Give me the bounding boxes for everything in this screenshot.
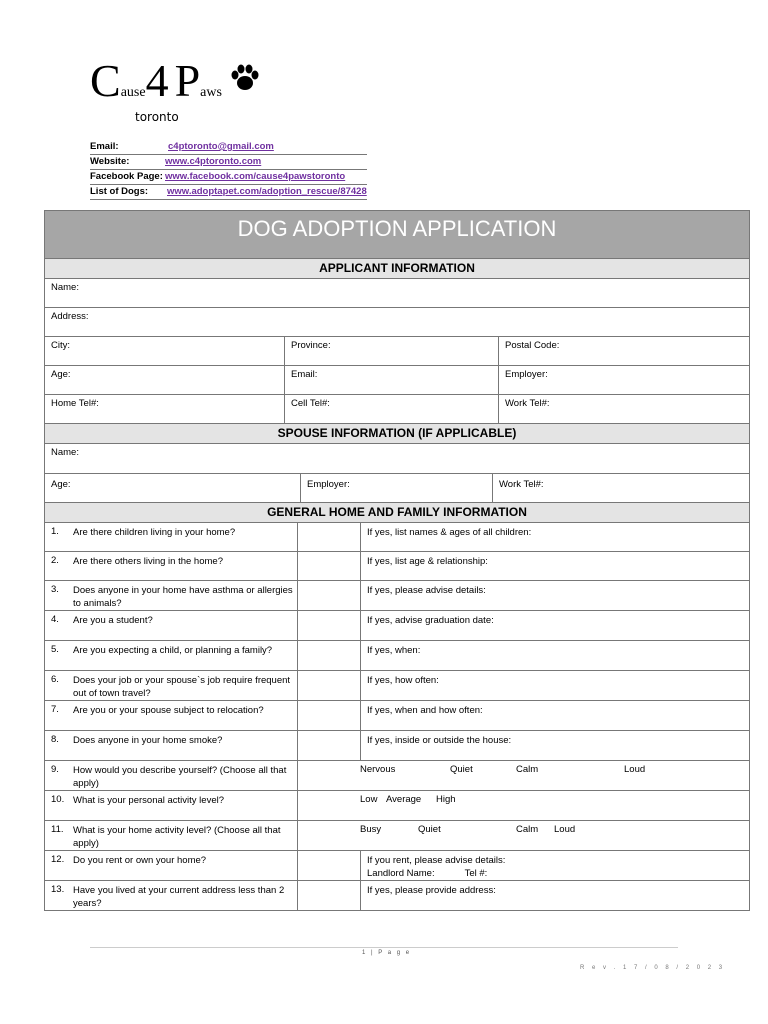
- option-high[interactable]: High: [436, 794, 456, 805]
- option-loud[interactable]: Loud: [624, 764, 646, 775]
- question-row-12: [45, 851, 749, 881]
- option-calm[interactable]: Calm: [516, 824, 539, 835]
- question-row: [45, 731, 749, 761]
- answer-field[interactable]: [298, 671, 361, 700]
- rent-details-label: If you rent, please advise details:: [367, 855, 506, 866]
- email-link[interactable]: c4ptoronto@gmail.com: [168, 141, 274, 152]
- detail-field[interactable]: If yes, advise graduation date:: [367, 615, 494, 626]
- option-calm[interactable]: Calm: [516, 764, 539, 775]
- question-row-13: [45, 881, 749, 911]
- question-row: [45, 701, 749, 731]
- question-number: 5.: [51, 644, 59, 655]
- answer-field[interactable]: [298, 611, 361, 640]
- spouse-age-field[interactable]: Age:: [45, 474, 301, 502]
- tagline: toronto: [135, 110, 179, 124]
- question-text: Does anyone in your home have asthma or allergies to animals?: [65, 581, 298, 610]
- landlord-name-label: Landlord Name:: [367, 868, 435, 879]
- city-field[interactable]: City:: [45, 337, 285, 365]
- home-tel-field[interactable]: Home Tel#:: [45, 395, 285, 423]
- detail-field[interactable]: If yes, please advise details:: [367, 585, 486, 596]
- question-text: Does your job or your spouse`s job require frequent out of town travel?: [65, 671, 298, 700]
- adoption-form: [44, 210, 750, 911]
- detail-field[interactable]: If yes, how often:: [367, 675, 439, 686]
- facebook-label: Facebook Page:: [90, 171, 163, 182]
- applicant-age-field[interactable]: Age:: [45, 366, 285, 394]
- footer-divider: [90, 947, 678, 948]
- dogs-list-label: List of Dogs:: [90, 186, 149, 197]
- question-number: 3.: [51, 584, 59, 595]
- question-text: What is your home activity level? (Choose all that apply): [65, 821, 298, 850]
- contact-block: [90, 140, 367, 200]
- question-text: Have you lived at your current address less than 2 years?: [65, 881, 298, 910]
- option-loud[interactable]: Loud: [554, 824, 576, 835]
- spouse-name-field[interactable]: Name:: [51, 447, 79, 458]
- logo-ause: ause: [120, 85, 146, 100]
- website-link[interactable]: www.c4ptoronto.com: [165, 156, 262, 167]
- answer-field[interactable]: [298, 552, 361, 580]
- option-quiet[interactable]: Quiet: [418, 824, 441, 835]
- question-row-10: [45, 791, 749, 821]
- detail-field[interactable]: If yes, when and how often:: [367, 705, 483, 716]
- applicant-employer-field[interactable]: Employer:: [505, 369, 548, 380]
- answer-field[interactable]: [298, 851, 361, 880]
- question-number: 10.: [51, 794, 65, 805]
- question-number: 6.: [51, 674, 59, 685]
- detail-field[interactable]: If yes, please provide address:: [367, 885, 496, 896]
- option-average[interactable]: Average: [386, 794, 422, 805]
- paw-icon: [230, 64, 260, 97]
- website-label: Website:: [90, 156, 130, 167]
- dogs-list-link[interactable]: www.adoptapet.com/adoption_rescue/87428: [167, 186, 367, 197]
- answer-field[interactable]: [298, 641, 361, 670]
- postal-code-field[interactable]: Postal Code:: [505, 340, 560, 351]
- facebook-link[interactable]: www.facebook.com/cause4pawstoronto: [165, 171, 346, 182]
- question-number: 13.: [51, 884, 65, 895]
- question-text: Are there children living in your home?: [65, 523, 298, 551]
- general-heading: GENERAL HOME AND FAMILY INFORMATION: [45, 503, 749, 523]
- landlord-tel-label: Tel #:: [464, 868, 488, 879]
- question-row: [45, 523, 749, 552]
- detail-field[interactable]: If yes, list names & ages of all children:: [367, 527, 532, 538]
- applicant-address-field[interactable]: Address:: [51, 311, 89, 322]
- question-number: 11.: [51, 824, 64, 835]
- question-text: How would you describe yourself? (Choose all that apply): [65, 761, 298, 790]
- option-nervous[interactable]: Nervous: [360, 764, 396, 775]
- q9-options: [298, 761, 749, 790]
- spouse-heading: SPOUSE INFORMATION (IF APPLICABLE): [45, 424, 749, 444]
- question-text: Are there others living in the home?: [65, 552, 298, 580]
- detail-field[interactable]: If yes, list age & relationship:: [367, 556, 488, 567]
- question-row: [45, 611, 749, 641]
- logo-4: 4: [145, 55, 169, 106]
- question-number: 12.: [51, 854, 65, 865]
- page-number: 1 | P a g e: [362, 950, 412, 956]
- question-text: Are you expecting a child, or planning a family?: [65, 641, 298, 670]
- q11-options: [298, 821, 749, 850]
- logo-aws: aws: [200, 85, 222, 100]
- question-row: [45, 671, 749, 701]
- logo: [90, 55, 260, 106]
- question-text: Do you rent or own your home?: [65, 851, 298, 880]
- detail-field[interactable]: If yes, when:: [367, 645, 421, 656]
- question-number: 7.: [51, 704, 59, 715]
- question-text: Does anyone in your home smoke?: [65, 731, 298, 760]
- revision-date: R e v . 1 7 / 0 8 / 2 0 2 3: [580, 965, 726, 971]
- form-title: DOG ADOPTION APPLICATION: [45, 211, 749, 259]
- question-number: 8.: [51, 734, 59, 745]
- applicant-email-field[interactable]: Email:: [285, 366, 499, 394]
- question-text: What is your personal activity level?: [65, 791, 298, 820]
- detail-field[interactable]: [361, 851, 749, 880]
- question-text: Are you a student?: [65, 611, 298, 640]
- logo-p: P: [174, 55, 201, 106]
- question-number: 9.: [51, 764, 59, 775]
- question-row-11: [45, 821, 749, 851]
- applicant-work-tel-field[interactable]: Work Tel#:: [505, 398, 550, 409]
- question-row: [45, 552, 749, 581]
- spouse-work-tel-field[interactable]: Work Tel#:: [499, 479, 544, 490]
- logo-c: C: [90, 55, 121, 106]
- question-number: 2.: [51, 555, 59, 566]
- option-low[interactable]: Low: [360, 794, 378, 805]
- question-number: 4.: [51, 614, 59, 625]
- answer-field[interactable]: [298, 701, 361, 730]
- question-row: [45, 581, 749, 611]
- email-label: Email:: [90, 141, 119, 152]
- question-row-9: [45, 761, 749, 791]
- cell-tel-field[interactable]: Cell Tel#:: [285, 395, 499, 423]
- answer-field[interactable]: [298, 523, 361, 551]
- question-number: 1.: [51, 526, 59, 537]
- option-busy[interactable]: Busy: [360, 824, 382, 835]
- answer-field[interactable]: [298, 731, 361, 760]
- answer-field[interactable]: [298, 881, 361, 910]
- spouse-employer-field[interactable]: Employer:: [301, 474, 493, 502]
- q10-options: [298, 791, 749, 820]
- question-text: Are you or your spouse subject to relocation?: [65, 701, 298, 730]
- option-quiet[interactable]: Quiet: [450, 764, 473, 775]
- answer-field[interactable]: [298, 581, 361, 610]
- province-field[interactable]: Province:: [285, 337, 499, 365]
- detail-field[interactable]: If yes, inside or outside the house:: [367, 735, 512, 746]
- applicant-name-field[interactable]: Name:: [51, 282, 79, 293]
- question-row: [45, 641, 749, 671]
- applicant-heading: APPLICANT INFORMATION: [45, 259, 749, 279]
